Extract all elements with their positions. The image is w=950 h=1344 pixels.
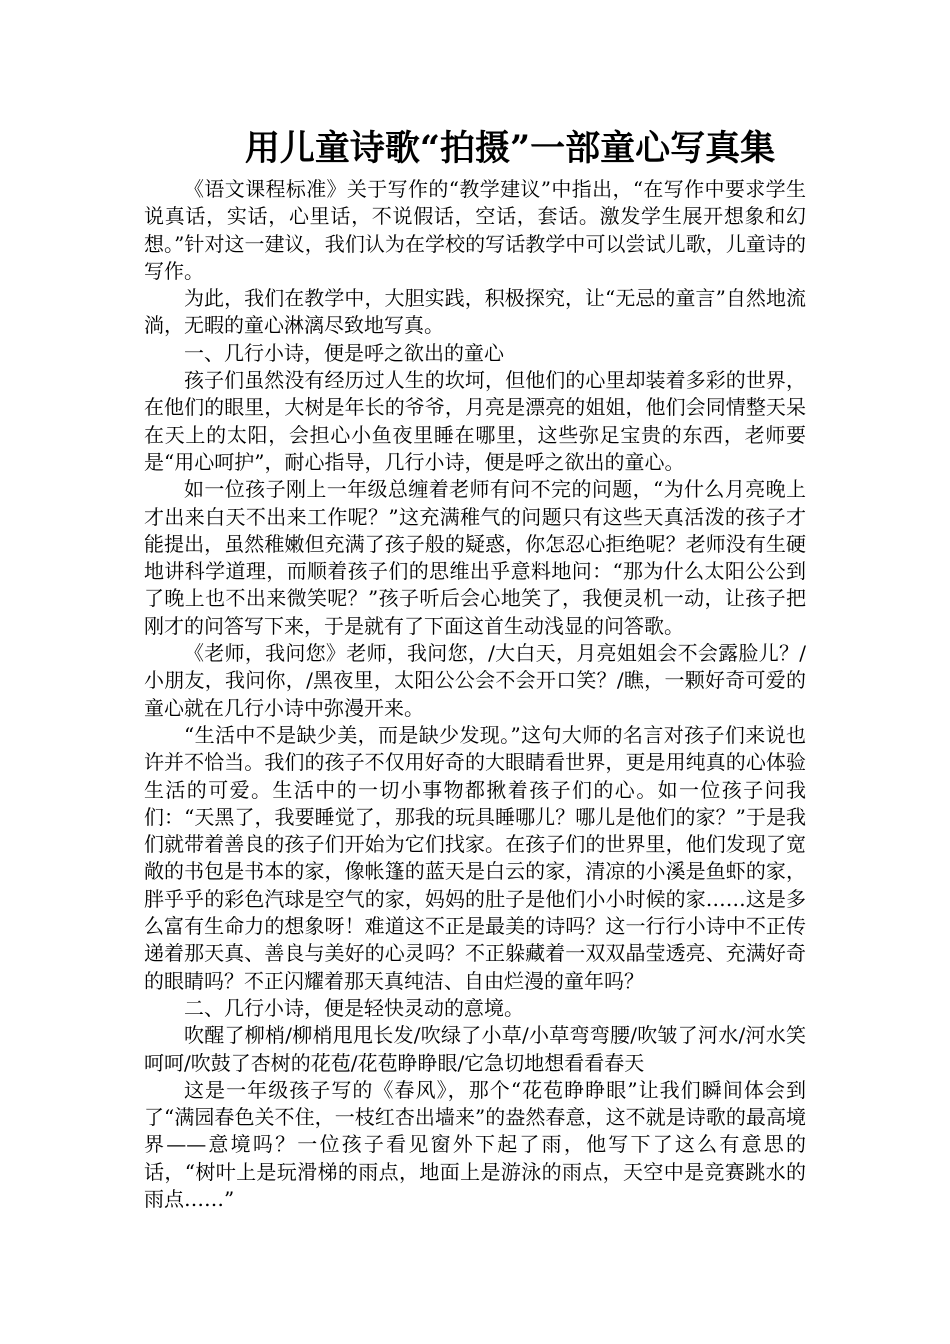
paragraph-moon-question: 如一位孩子刚上一年级总缠着老师有问不完的问题，“为什么月亮晚上才出来白天不出来工作呢？”这充满稚气的问题只有这些天真活泼的孩子才能提出，虽然稚嫩但充满了孩子般的疑惑，你怎忍心拒绝呢？老师没有生硬地讲科学道理，而顺着孩子们的思维出乎意料地问：“那为什么太阳公公到了晚上也不出来微笑呢？”孩子听后会心地笑了，我便灵机一动，让孩子把刚才的问答写下来，于是就有了下面这首生动浅显的问答歌。 [144, 477, 806, 638]
document-title: 用儿童诗歌“拍摄”一部童心写真集 [244, 128, 776, 169]
paragraph-intro: 《语文课程标准》关于写作的“教学建议”中指出，“在写作中要求学生说真话，实话，心里话，不说假话，空话，套话。激发学生展开想象和幻想。”针对这一建议，我们认为在学校的写话教学中可以尝试儿歌，儿童诗的写作。 [144, 177, 806, 283]
document-body [144, 176, 806, 1213]
paragraph-discover-beauty: “生活中不是缺少美，而是缺少发现。”这句大师的名言对孩子们来说也许并不恰当。我们的孩子不仅用好奇的大眼睛看世界，更是用纯真的心体验生活的可爱。生活中的一切小事物都揪着孩子们的心。如一位孩子问我们：“天黑了，我要睡觉了，那我的玩具睡哪儿？哪儿是他们的家？”于是我们就带着善良的孩子们开始为它们找家。在孩子们的世界里，他们发现了宽敞的书包是书本的家，像帐篷的蓝天是白云的家，清凉的小溪是鱼虾的家，胖乎乎的彩色汽球是空气的家，妈妈的肚子是他们小小时候的家……这是多么富有生命力的想象呀！难道这不正是最美的诗吗？这一行行小诗中不正传递着那天真、善良与美好的心灵吗？不正躲藏着一双双晶莹透亮、充满好奇的眼睛吗？不正闪耀着那天真纯洁、自由烂漫的童年吗？ [144, 722, 806, 993]
paragraph-practice: 为此，我们在教学中，大胆实践，积极探究，让“无忌的童言”自然地流淌，无暇的童心淋漓尽致地写真。 [144, 286, 806, 338]
paragraph-poem-spring-wind: 吹醒了柳梢/柳梢甩甩长发/吹绿了小草/小草弯弯腰/吹皱了河水/河水笑呵呵/吹鼓了杏树的花苞/花苞睁睁眼/它急切地想看看春天 [144, 1023, 806, 1075]
section-heading-1: 一、几行小诗，便是呼之欲出的童心 [184, 340, 504, 365]
section-heading-2: 二、几行小诗，便是轻快灵动的意境。 [184, 995, 524, 1020]
paragraph-poem-teacher: 《老师，我问您》老师，我问您，/大白天，月亮姐姐会不会露脸儿？/小朋友，我问你，/黑夜里，太阳公公会不会开口笑？/瞧，一颗好奇可爱的童心就在几行小诗中弥漫开来。 [144, 641, 806, 720]
paragraph-artistic-conception: 这是一年级孩子写的《春风》，那个“花苞睁睁眼”让我们瞬间体会到了“满园春色关不住，一枝红杏出墙来”的盎然春意，这不就是诗歌的最高境界——意境吗？一位孩子看见窗外下起了雨，他写下了这么有意思的话，“树叶上是玩滑梯的雨点，地面上是游泳的雨点，天空中是竞赛跳水的雨点……” [144, 1077, 806, 1211]
paragraph-childhood-world: 孩子们虽然没有经历过人生的坎坷，但他们的心里却装着多彩的世界，在他们的眼里，大树是年长的爷爷，月亮是漂亮的姐姐，他们会同情整天呆在天上的太阳，会担心小鱼夜里睡在哪里，这些弥足宝贵的东西，老师要是“用心呵护”，耐心指导，几行小诗，便是呼之欲出的童心。 [144, 368, 806, 474]
